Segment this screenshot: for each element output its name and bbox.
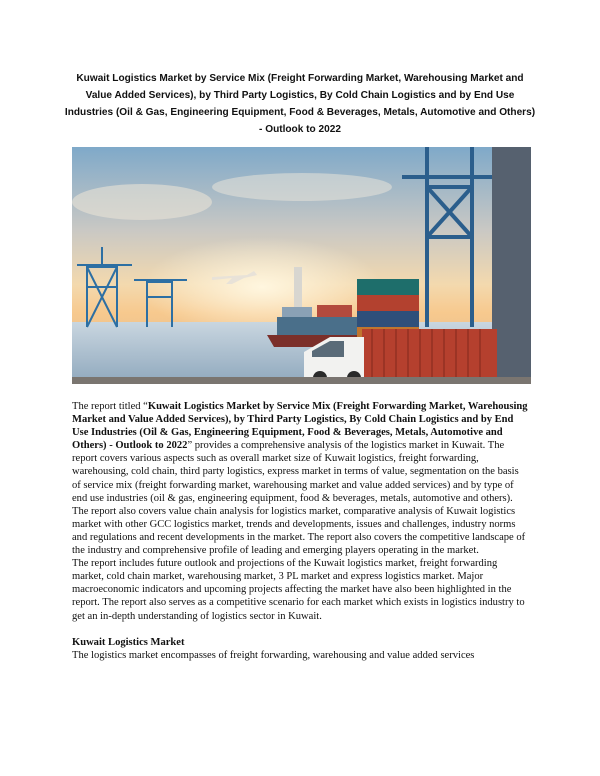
intro-lead: The report titled “ (72, 401, 148, 412)
port-logistics-photo (72, 147, 531, 384)
paragraph-outlook: The report includes future outlook and projections of the Kuwait logistics market, freight forwarding market, cold chain market, warehousing market, 3 PL market and express logistics market. Major macroeconomic indicators and upcoming projects affecting the market have also been highlighted in the report. The report also serves as a competitive scenario for each market which exists in logistics industry to get an in-depth understanding of logistics sector in Kuwait. (72, 558, 525, 622)
paragraph-market: The logistics market encompasses of freight forwarding, warehousing and value added services (72, 649, 475, 661)
paragraph-intro (72, 400, 530, 557)
report-body (72, 400, 530, 662)
report-title-bold: Kuwait Logistics Market by Service Mix (Freight Forwarding Market, Warehousing Market and Value Added Services), by Third Party Logistics, By Cold Chain Logistics and by End Use Industries (Oil & Gas, Engineering Equipment, Food & Beverages, Metals, Automotive and Others) - Outlook to 2022 (72, 401, 528, 452)
intro-rest: ” provides a comprehensive analysis of the logistics market in Kuwait. The report covers various aspects such as overall market size of Kuwait logistics, freight forwarding, warehousing, cold chain, third party logistics, express market in terms of value, segmentation on the basis of service mix (freight forwarding market, warehousing market and value added services) and by type of end use industries (oil & gas, engineering equipment, food & beverages, metals, automotive and others). The report also covers value chain analysis for logistics market, comparative analysis of Kuwait logistics market with other GCC logistics market, trends and developments, issues and challenges, industry norms and regulations and recent developments in the market. The report also covers the competitive landscape of the industry and comprehensive profile of leading and emerging players operating in the market. (72, 440, 526, 557)
document-title: Kuwait Logistics Market by Service Mix (Freight Forwarding Market, Warehousing Market and Value Added Services), by Third Party Logistics, By Cold Chain Logistics and by End Use Industries (Oil & Gas, Engineering Equipment, Food & Beverages, Metals, Automotive and Others) - Outlook to 2022 (64, 73, 536, 135)
port-logistics-photo-icon (72, 147, 531, 384)
section-heading: Kuwait Logistics Market (72, 636, 185, 648)
